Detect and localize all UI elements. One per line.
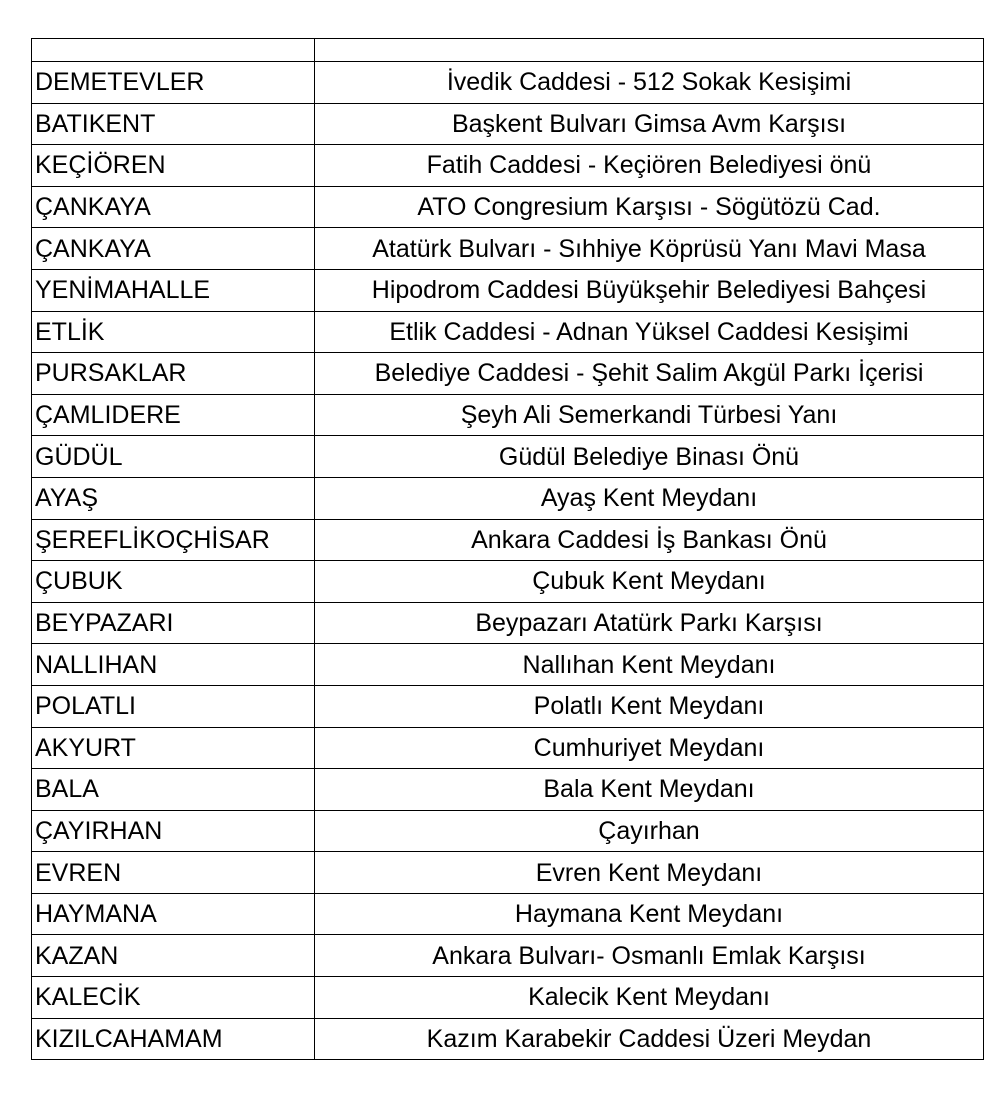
location-cell: Ankara Bulvarı- Osmanlı Emlak Karşısı: [315, 935, 984, 977]
table-row: [32, 893, 984, 935]
table-row: [32, 311, 984, 353]
district-cell: KALECİK: [32, 977, 315, 1019]
location-cell: İvedik Caddesi - 512 Sokak Kesişimi: [315, 62, 984, 104]
table-row: [32, 810, 984, 852]
location-cell: Hipodrom Caddesi Büyükşehir Belediyesi Bahçesi: [315, 269, 984, 311]
table-row: [32, 935, 984, 977]
table-row: [32, 186, 984, 228]
district-cell: BEYPAZARI: [32, 602, 315, 644]
district-cell: BALA: [32, 769, 315, 811]
district-cell: PURSAKLAR: [32, 353, 315, 395]
district-cell: HAYMANA: [32, 893, 315, 935]
district-cell: ÇAYIRHAN: [32, 810, 315, 852]
district-cell: ETLİK: [32, 311, 315, 353]
district-cell: KEÇİÖREN: [32, 145, 315, 187]
location-cell: Nallıhan Kent Meydanı: [315, 644, 984, 686]
table-row: [32, 727, 984, 769]
district-cell: KAZAN: [32, 935, 315, 977]
location-cell: Polatlı Kent Meydanı: [315, 685, 984, 727]
table-row: [32, 269, 984, 311]
location-cell: Kazım Karabekir Caddesi Üzeri Meydan: [315, 1018, 984, 1060]
table-row: [32, 394, 984, 436]
district-cell: ÇANKAYA: [32, 228, 315, 270]
table-row: [32, 644, 984, 686]
district-cell: AYAŞ: [32, 477, 315, 519]
locations-table-body: [32, 39, 984, 1060]
location-cell: Haymana Kent Meydanı: [315, 893, 984, 935]
location-cell: Atatürk Bulvarı - Sıhhiye Köprüsü Yanı Mavi Masa: [315, 228, 984, 270]
location-cell: Başkent Bulvarı Gimsa Avm Karşısı: [315, 103, 984, 145]
location-cell: Beypazarı Atatürk Parkı Karşısı: [315, 602, 984, 644]
location-cell: Güdül Belediye Binası Önü: [315, 436, 984, 478]
district-cell: ŞEREFLİKOÇHİSAR: [32, 519, 315, 561]
location-cell: Ankara Caddesi İş Bankası Önü: [315, 519, 984, 561]
locations-table: [31, 38, 984, 1060]
district-cell: ÇANKAYA: [32, 186, 315, 228]
table-row: [32, 436, 984, 478]
header-row: [32, 39, 984, 62]
location-cell: Belediye Caddesi - Şehit Salim Akgül Parkı İçerisi: [315, 353, 984, 395]
location-cell: Kalecik Kent Meydanı: [315, 977, 984, 1019]
district-cell: ÇAMLIDERE: [32, 394, 315, 436]
district-cell: AKYURT: [32, 727, 315, 769]
table-row: [32, 685, 984, 727]
district-cell: GÜDÜL: [32, 436, 315, 478]
district-cell: ÇUBUK: [32, 561, 315, 603]
table-row: [32, 769, 984, 811]
district-cell: EVREN: [32, 852, 315, 894]
location-cell: Şeyh Ali Semerkandi Türbesi Yanı: [315, 394, 984, 436]
table-row: [32, 852, 984, 894]
location-cell: Etlik Caddesi - Adnan Yüksel Caddesi Kesişimi: [315, 311, 984, 353]
location-cell: Çubuk Kent Meydanı: [315, 561, 984, 603]
table-row: [32, 62, 984, 104]
location-cell: Evren Kent Meydanı: [315, 852, 984, 894]
table-row: [32, 477, 984, 519]
table-row: [32, 103, 984, 145]
location-cell: Bala Kent Meydanı: [315, 769, 984, 811]
district-cell: NALLIHAN: [32, 644, 315, 686]
table-row: [32, 519, 984, 561]
location-cell: Çayırhan: [315, 810, 984, 852]
table-row: [32, 602, 984, 644]
table-row: [32, 1018, 984, 1060]
table-row: [32, 145, 984, 187]
table-row: [32, 977, 984, 1019]
table-row: [32, 561, 984, 603]
location-cell: Fatih Caddesi - Keçiören Belediyesi önü: [315, 145, 984, 187]
location-cell: Cumhuriyet Meydanı: [315, 727, 984, 769]
location-cell: Ayaş Kent Meydanı: [315, 477, 984, 519]
district-cell: POLATLI: [32, 685, 315, 727]
table-row: [32, 353, 984, 395]
header-district-cell: [32, 39, 315, 62]
district-cell: DEMETEVLER: [32, 62, 315, 104]
table-row: [32, 228, 984, 270]
district-cell: YENİMAHALLE: [32, 269, 315, 311]
district-cell: BATIKENT: [32, 103, 315, 145]
header-location-cell: [315, 39, 984, 62]
district-cell: KIZILCAHAMAM: [32, 1018, 315, 1060]
location-cell: ATO Congresium Karşısı - Sögütözü Cad.: [315, 186, 984, 228]
